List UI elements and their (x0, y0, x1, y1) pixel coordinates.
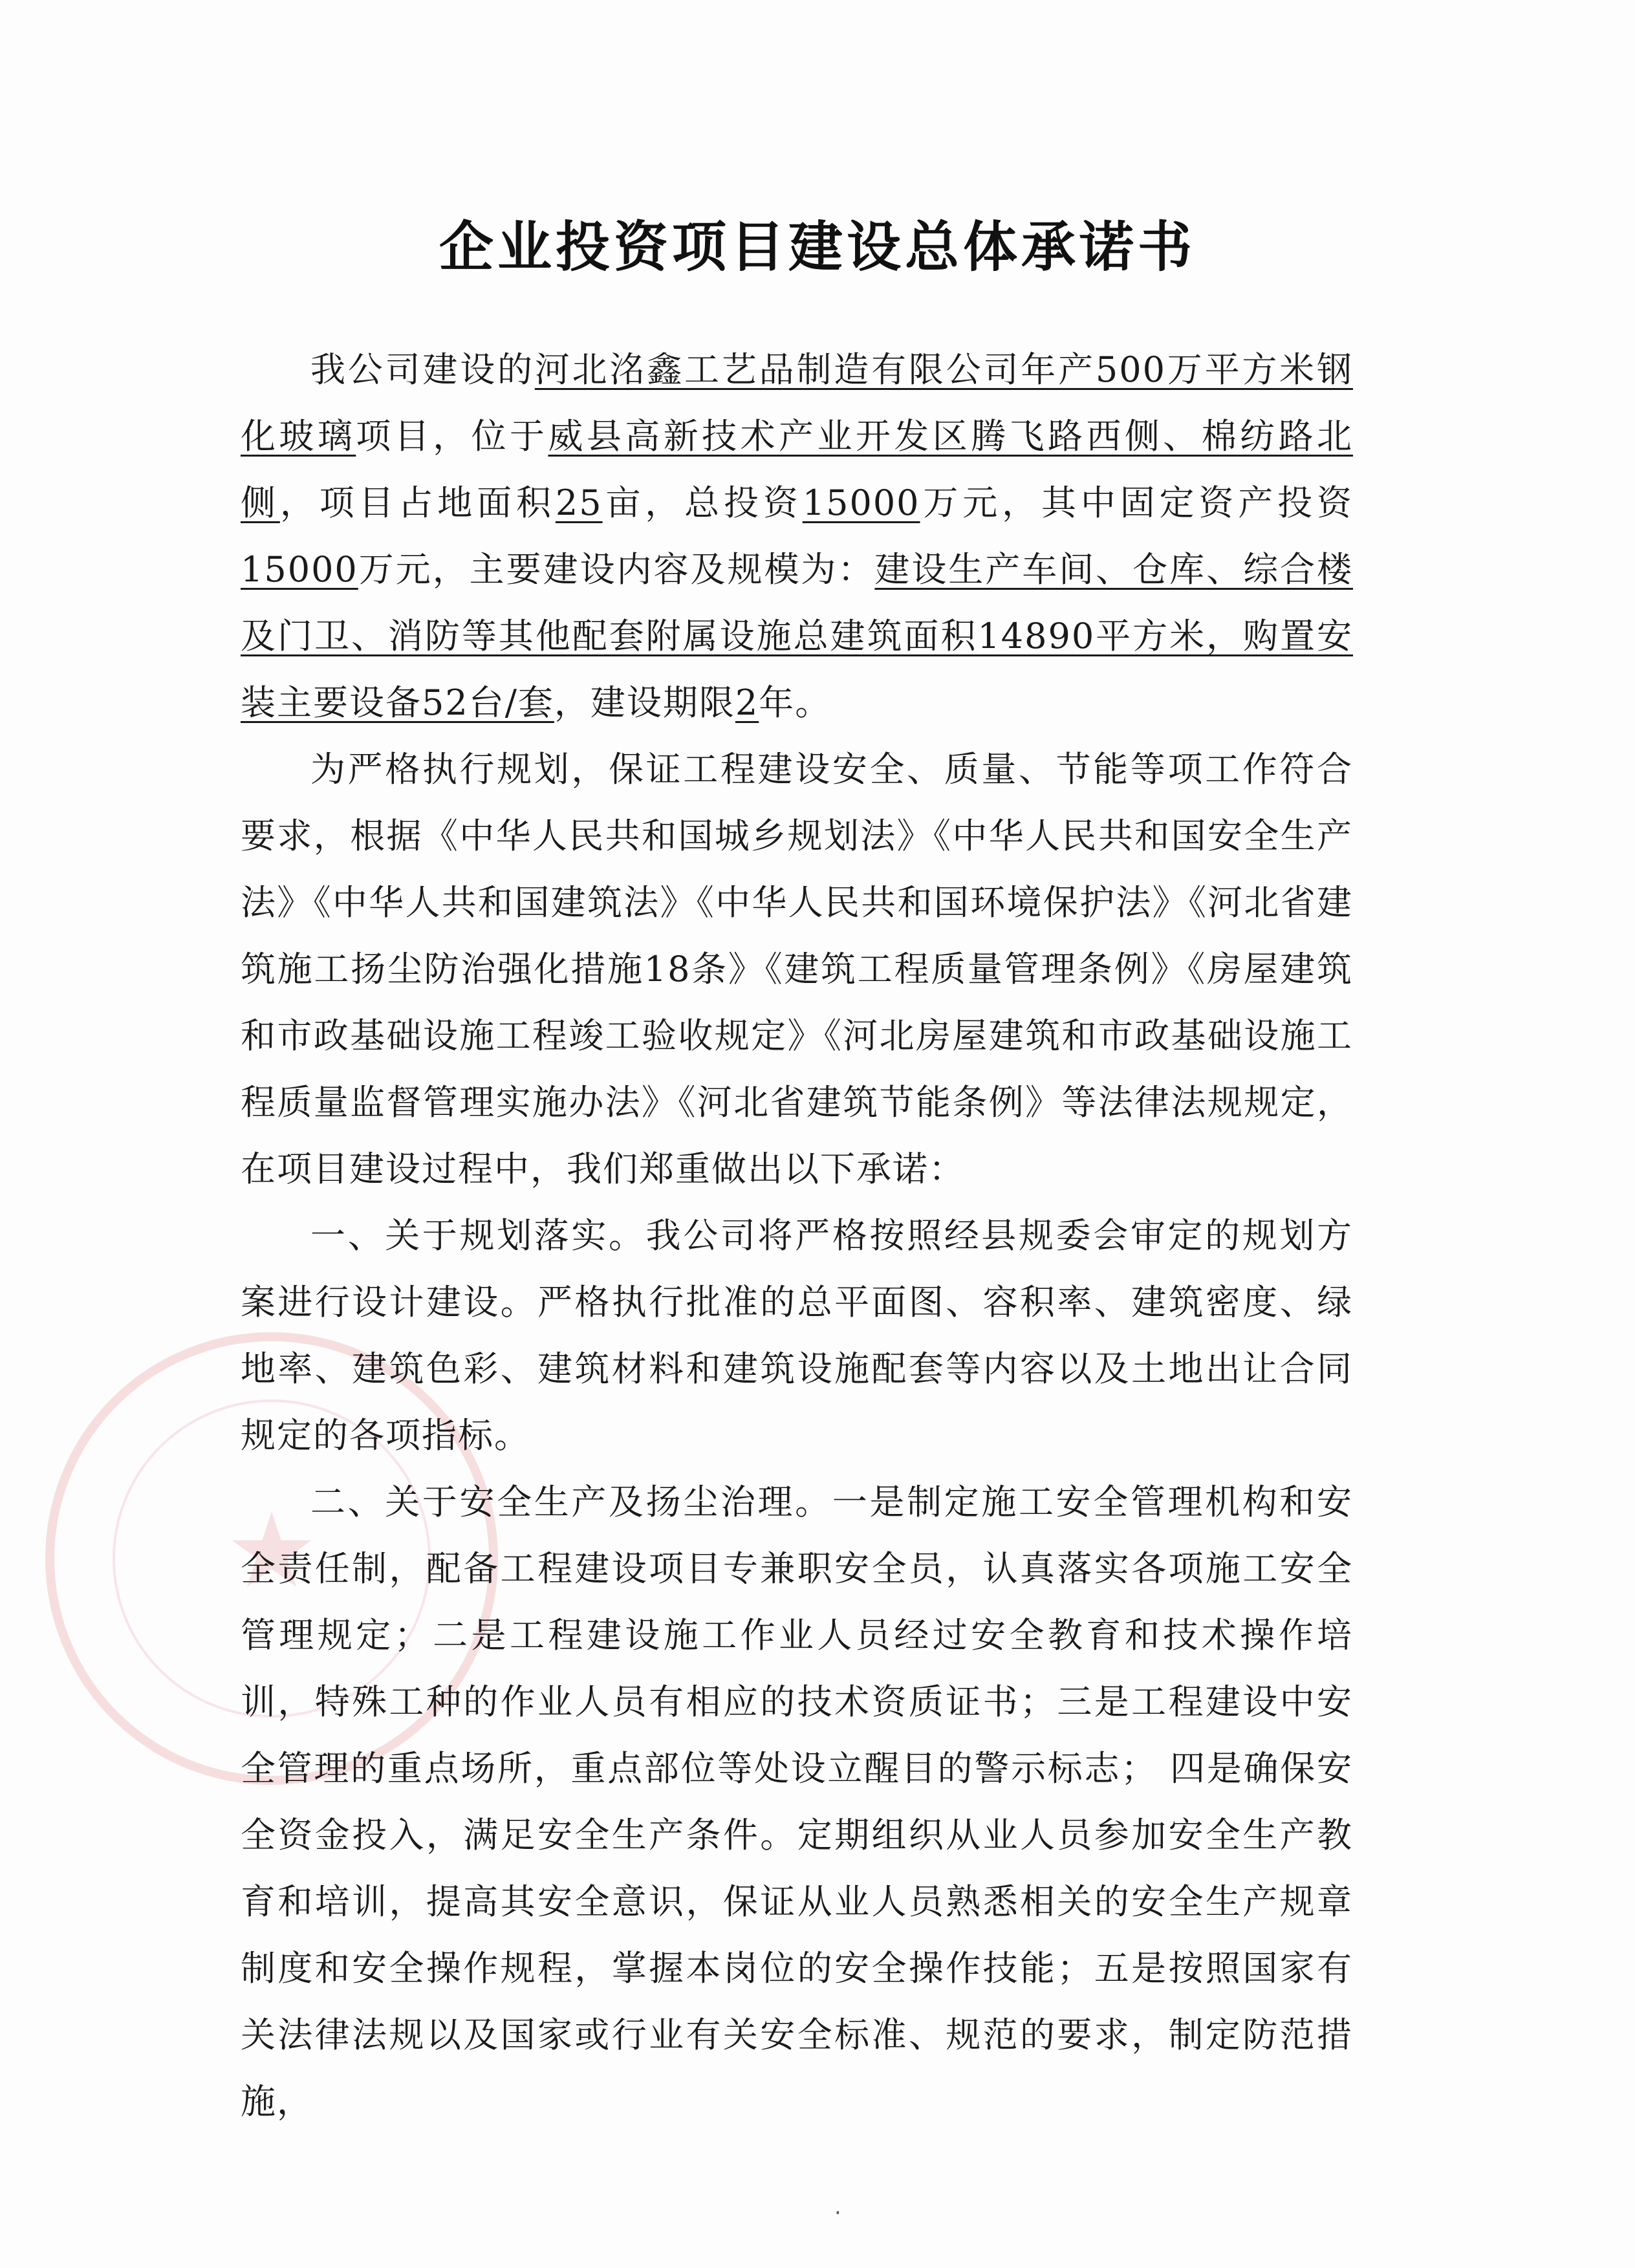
p1-text-1: 我公司建设的 (310, 349, 535, 390)
p1-text-3: ，项目占地面积 (279, 482, 556, 523)
construction-content-field: 建设生产车间、仓库、综合楼及门卫、消防等其他配套附属设施总建筑面积14890平方米，购置安装主要设备52台/套 (241, 549, 1354, 723)
p1-text-4: 亩，总投资 (602, 482, 803, 523)
project-name-field: 河北洺鑫工艺品制造有限公司年产500万平方米钢化玻璃 (241, 349, 1353, 457)
document-title: 企业投资项目建设总体承诺书 (439, 215, 1196, 279)
paragraph-planning: 一、关于规划落实。我公司将严格按照经县规委会审定的规划方案进行设计建设。严格执行批准的总平面图、容积率、建筑密度、绿地率、建筑色彩、建筑材料和建筑设施配套等内容以及土地出让合同规定的各项指标。 (241, 1215, 1353, 1456)
fixed-investment-field: 15000 (241, 549, 358, 590)
paragraph-project-info (241, 336, 1353, 736)
total-investment-field: 15000 (802, 482, 920, 523)
p1-text-7: ，建设期限 (554, 682, 735, 723)
page-corner-mark: · (834, 2200, 841, 2226)
document-body (241, 336, 1353, 2135)
project-location-field: 威县高新技术产业开发区腾飞路西侧、棉纺路北侧 (241, 416, 1354, 523)
paragraph-safety: 二、关于安全生产及扬尘治理。一是制定施工安全管理机构和安全责任制，配备工程建设项目专兼职安全员，认真落实各项施工安全管理规定；二是工程建设施工作业人员经过安全教育和技术操作培训，特殊工种的作业人员有相应的技术资质证书；三是工程建设中安全管理的重点场所，重点部位等处设立醒目的警示标志； 四是确保安全资金投入，满足安全生产条件。定期组织从业人员参加安全生产教育和培训，提高其安全意识，保证从业人员熟悉相关的安全生产规章制度和安全操作规程，掌握本岗位的安全操作技能；五是按照国家有关法律法规以及国家或行业有关安全标准、规范的要求，制定防范措施， (241, 1482, 1353, 2122)
land-area-field: 25 (555, 482, 603, 523)
construction-period-field: 2 (735, 682, 759, 723)
p1-text-8: 年。 (759, 682, 832, 723)
seal-star-icon: ★ (225, 1490, 318, 1611)
paragraph-legal-basis: 为严格执行规划，保证工程建设安全、质量、节能等项工作符合要求，根据《中华人民共和国城乡规划法》《中华人民共和国安全生产法》《中华人共和国建筑法》《中华人民共和国环境保护法》《河北省建筑施工扬尘防治强化措施18条》《建筑工程质量管理条例》《房屋建筑和市政基础设施工程竣工验收规定》《河北房屋建筑和市政基础设施工程质量监督管理实施办法》《河北省建筑节能条例》等法律法规规定，在项目建设过程中，我们郑重做出以下承诺： (241, 749, 1353, 1189)
p1-text-5: 万元，其中固定资产投资 (920, 482, 1353, 523)
p1-text-6: 万元，主要建设内容及规模为： (358, 549, 875, 590)
p1-text-2: 项目，位于 (356, 416, 548, 457)
